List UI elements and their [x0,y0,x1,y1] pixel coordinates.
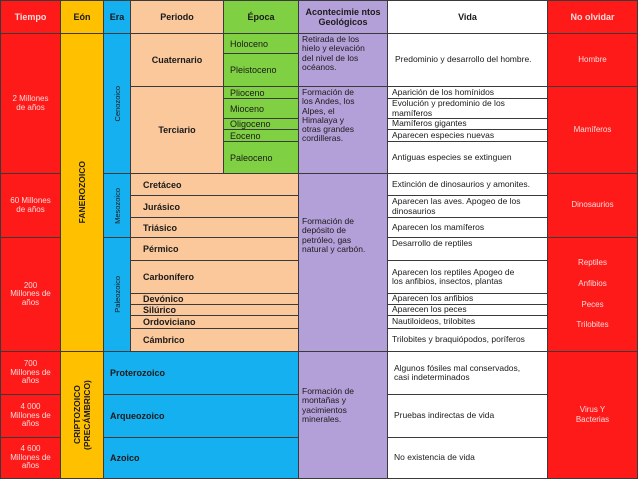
no-olvidar-reptiles: Reptiles [578,258,607,268]
epoca-plioceno: Plioceno [223,86,299,99]
era-paleozoico [103,237,131,352]
era-mesozoico [103,173,131,238]
no-olvidar-mesozoico: Dinosaurios [547,173,638,238]
eon-criptozoico-label: CRIPTOZOICO (PRECÁMBRICO) [72,380,92,450]
no-olvidar-anfibios: Anfibios [578,278,607,288]
vida-devonico: Aparecen los anfibios [387,293,548,305]
periodo-azoico: Azoico [103,437,299,479]
no-olvidar-terciario: Mamíferos [547,86,638,174]
eon-criptozoico [60,351,104,479]
header-epoca: Época [223,0,299,34]
no-olvidar-peces: Peces [581,299,604,309]
acontecimiento-cuaternario: Retirada de los hielo y elevación del nivel de los océanos. [298,33,388,87]
acontecimiento-meso-paleo: Formación de depósito de petróleo, gas natural y carbón. [298,173,388,352]
tiempo-4000: 4 000 Millones de años [0,394,61,438]
periodo-jurasico: Jurásico [130,195,299,218]
epoca-pleistoceno: Pleistoceno [223,53,299,87]
epoca-holoceno: Holoceno [223,33,299,54]
vida-cuaternario: Predominio y desarrollo del hombre. [387,33,548,87]
acontecimiento-terciario: Formación de los Andes, los Alpes, el Himalaya y otras grandes cordilleras. [298,86,388,174]
tiempo-cenozoico: 2 Millones de años [0,33,61,174]
header-tiempo: Tiempo [0,0,61,34]
vida-plioceno: Aparición de los homínidos [387,86,548,99]
vida-carbonifero: Aparecen los reptiles Apogeo de los anfibios, insectos, plantas [387,260,548,294]
no-olvidar-precambrico: Virus Y Bacterias [547,351,638,479]
periodo-silurico: Silúrico [130,304,299,316]
header-no-olvidar: No olvidar [547,0,638,34]
epoca-eoceno: Eoceno [223,129,299,142]
era-cenozoico [103,33,131,174]
vida-paleoceno: Antiguas especies se extinguen [387,141,548,174]
vida-mioceno: Evolución y predominio de los mamíferos [387,98,548,119]
header-vida: Vida [387,0,548,34]
periodo-triasico: Triásico [130,217,299,238]
periodo-devonico: Devónico [130,293,299,305]
epoca-oligoceno: Oligoceno [223,118,299,130]
vida-oligoceno: Mamíferos gigantes [387,118,548,130]
header-era: Era [103,0,131,34]
tiempo-mesozoico: 60 Millones de años [0,173,61,238]
eon-fanerozoico [60,33,104,352]
acontecimiento-precambrico: Formación de montañas y yacimientos minerales. [298,351,388,479]
periodo-ordoviciano: Ordoviciano [130,315,299,329]
vida-triasico: Aparecen los mamíferos [387,217,548,238]
tiempo-4600: 4 600 Millones de años [0,437,61,479]
periodo-arqueozoico: Arqueozoico [103,394,299,438]
era-mesozoico-label: Mesozoico [112,187,122,224]
vida-eoceno: Aparecen especies nuevas [387,129,548,142]
header-acontecimientos: Acontecimie ntos Geológicos [298,0,388,34]
tiempo-paleozoico: 200 Millones de años [0,237,61,352]
periodo-cambrico: Cámbrico [130,328,299,352]
periodo-proterozoico: Proterozoico [103,351,299,395]
epoca-paleoceno: Paleoceno [223,141,299,174]
header-eon: Eón [60,0,104,34]
vida-permico: Desarrollo de reptiles [387,237,548,261]
periodo-cretaceo: Cretáceo [130,173,299,196]
tiempo-700: 700 Millones de años [0,351,61,395]
periodo-cuaternario: Cuaternario [130,33,224,87]
vida-jurasico: Aparecen las aves. Apogeo de los dinosaurios [387,195,548,218]
no-olvidar-cuaternario: Hombre [547,33,638,87]
vida-cretaceo: Extinción de dinosaurios y amonites. [387,173,548,196]
vida-silurico: Aparecen los peces [387,304,548,316]
vida-cambrico: Trilobites y braquiópodos, poríferos [387,328,548,352]
periodo-carbonifero: Carbonífero [130,260,299,294]
no-olvidar-trilobites: Trilobites [576,320,609,330]
vida-ordoviciano: Nautiloideos, trilobites [387,315,548,329]
periodo-permico: Pérmico [130,237,299,261]
header-periodo: Periodo [130,0,224,34]
era-cenozoico-label: Cenozoico [112,85,122,122]
no-olvidar-paleozoico [547,237,638,352]
era-paleozoico-label: Paleozoico [112,276,122,313]
epoca-mioceno: Mioceno [223,98,299,119]
vida-arqueozoico: Pruebas indirectas de vida [387,394,548,438]
eon-fanerozoico-label: FANEROZOICO [77,161,87,224]
periodo-terciario: Terciario [130,86,224,174]
vida-proterozoico: Algunos fósiles mal conservados, casi indeterminados [387,351,548,395]
vida-azoico: No existencia de vida [387,437,548,479]
